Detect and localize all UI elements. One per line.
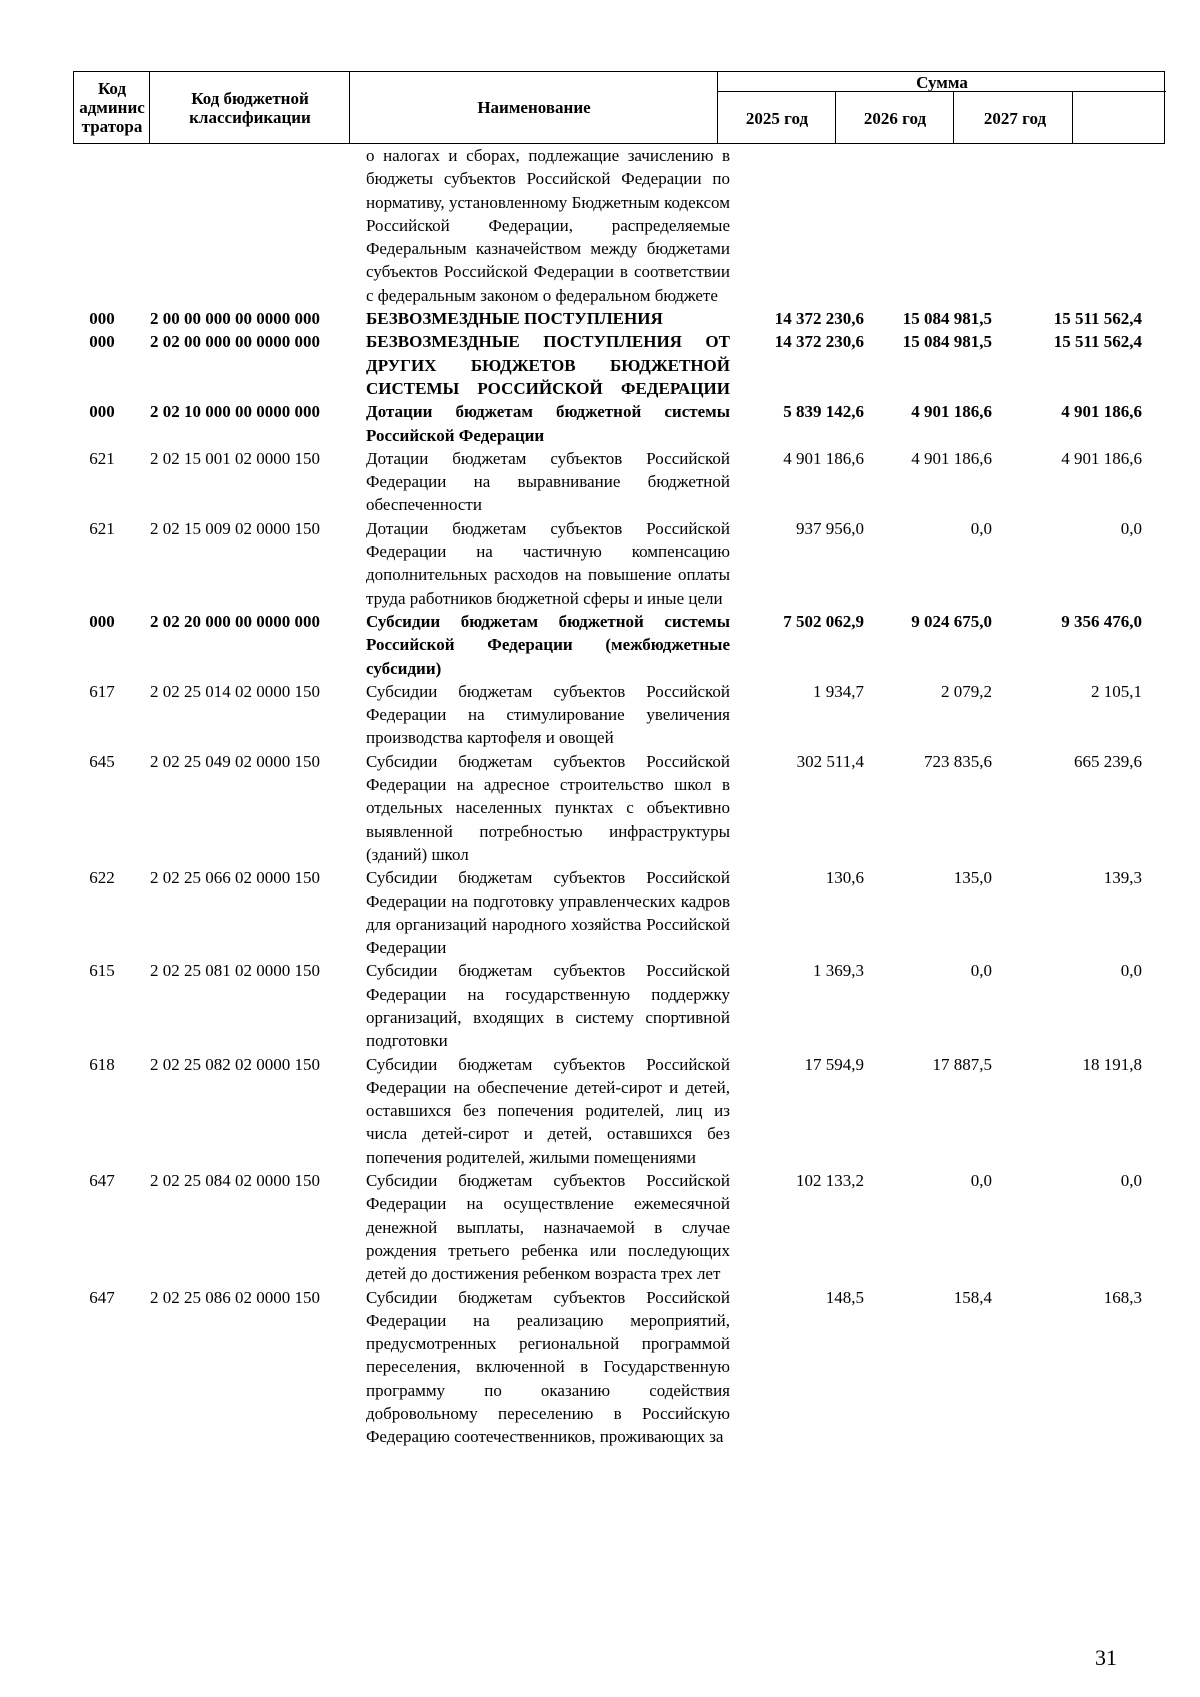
table-row xyxy=(58,680,1165,750)
amount-2025: 14 372 230,6 xyxy=(774,309,864,329)
amount-2025: 7 502 062,9 xyxy=(783,611,864,631)
amount-2025: 17 594,9 xyxy=(804,1054,864,1074)
amount-2026: 0,0 xyxy=(970,961,992,981)
header-divider xyxy=(717,91,1166,92)
table-row xyxy=(58,400,1165,447)
amount-2026: 9 024 675,0 xyxy=(911,611,992,631)
amount-2026: 723 835,6 xyxy=(924,751,992,771)
admin-code: 645 xyxy=(89,751,115,771)
amount-2026: 0,0 xyxy=(970,1171,992,1191)
amount-2027: 4 901 186,6 xyxy=(1061,402,1142,422)
budget-code: 2 02 25 049 02 0000 150 xyxy=(150,751,320,771)
amount-2025: 4 901 186,6 xyxy=(783,448,864,468)
header-name: Наименование xyxy=(477,98,591,117)
item-name: БЕЗВОЗМЕЗДНЫЕ ПОСТУПЛЕНИЯ ОТ ДРУГИХ БЮДЖЕТОВ БЮДЖЕТНОЙ СИСТЕМЫ РОССИЙСКОЙ ФЕДЕРАЦИИ xyxy=(366,332,730,398)
admin-code: 000 xyxy=(89,309,115,329)
amount-2027: 0,0 xyxy=(1120,1171,1142,1191)
amount-2025: 102 133,2 xyxy=(796,1171,864,1191)
amount-2027: 4 901 186,6 xyxy=(1061,448,1142,468)
amount-2025: 1 369,3 xyxy=(813,961,864,981)
table-row xyxy=(58,1286,1165,1449)
amount-2026: 17 887,5 xyxy=(932,1054,992,1074)
amount-2026: 135,0 xyxy=(953,868,992,888)
table-row xyxy=(58,959,1165,1052)
amount-2027: 2 105,1 xyxy=(1091,681,1142,701)
budget-table xyxy=(73,71,1165,1449)
item-name: Субсидии бюджетам бюджетной системы Российской Федерации (межбюджетные субсидии) xyxy=(366,611,730,678)
admin-code: 000 xyxy=(89,402,115,422)
amount-2027: 15 511 562,4 xyxy=(1053,309,1142,329)
budget-code: 2 02 25 084 02 0000 150 xyxy=(150,1171,320,1191)
admin-code: 622 xyxy=(89,868,115,888)
continuation-text: о налогах и сборах, подлежащие зачислению в бюджеты субъектов Российской Федерации по нормативу, установленному Бюджетным кодексом Российской Федерации, распределяемые Федеральным казначейством между бюджетами субъектов Российской Федерации в соответствии с федеральным законом о федеральном бюджете xyxy=(366,146,730,305)
admin-code: 000 xyxy=(89,332,115,352)
item-name: Субсидии бюджетам субъектов Российской Федерации на обеспечение детей-сирот и детей, оставшихся без попечения родителей, лиц из числа детей-сирот и детей, оставшихся без попечения родителей, жилыми помещениями xyxy=(366,1054,730,1167)
table-row xyxy=(58,447,1165,517)
amount-2027: 665 239,6 xyxy=(1074,751,1142,771)
budget-code: 2 02 15 009 02 0000 150 xyxy=(150,518,320,538)
header-divider xyxy=(953,92,954,143)
header-budget-code: Код бюджетной классификации xyxy=(189,88,311,127)
amount-2026: 2 079,2 xyxy=(941,681,992,701)
table-header xyxy=(73,71,1165,144)
header-admin-code: Код админис тратора xyxy=(79,79,145,136)
item-name: Субсидии бюджетам субъектов Российской Федерации на государственную поддержку организаций, входящих в систему спортивной подготовки xyxy=(366,961,730,1051)
amount-2027: 168,3 xyxy=(1103,1287,1142,1307)
admin-code: 615 xyxy=(89,961,115,981)
item-name: Дотации бюджетам субъектов Российской Федерации на частичную компенсацию дополнительных расходов на повышение оплаты труда работников бюджетной сферы и иные цели xyxy=(366,518,730,608)
table-row xyxy=(58,330,1165,400)
budget-code: 2 02 25 081 02 0000 150 xyxy=(150,961,320,981)
header-divider xyxy=(149,72,150,143)
table-row xyxy=(58,307,1165,330)
header-sum: Сумма xyxy=(916,72,968,92)
amount-2026: 158,4 xyxy=(953,1287,992,1307)
admin-code: 618 xyxy=(89,1054,115,1074)
table-row xyxy=(58,866,1165,959)
table-row xyxy=(58,1169,1165,1285)
amount-2027: 0,0 xyxy=(1120,518,1142,538)
budget-code: 2 02 25 014 02 0000 150 xyxy=(150,681,320,701)
table-row xyxy=(58,1053,1165,1169)
page-number: 31 xyxy=(1095,1645,1117,1670)
budget-code: 2 00 00 000 00 0000 000 xyxy=(150,309,320,329)
amount-2025: 302 511,4 xyxy=(796,751,864,771)
amount-2027: 15 511 562,4 xyxy=(1053,332,1142,352)
table-row xyxy=(58,517,1165,610)
admin-code: 000 xyxy=(89,611,115,631)
budget-code: 2 02 10 000 00 0000 000 xyxy=(150,402,320,422)
amount-2026: 0,0 xyxy=(970,518,992,538)
budget-code: 2 02 00 000 00 0000 000 xyxy=(150,332,320,352)
amount-2027: 0,0 xyxy=(1120,961,1142,981)
header-year-2027: 2027 год xyxy=(983,109,1047,128)
amount-2025: 130,6 xyxy=(825,868,864,888)
budget-code: 2 02 25 082 02 0000 150 xyxy=(150,1054,320,1074)
table-row xyxy=(58,750,1165,866)
amount-2026: 15 084 981,5 xyxy=(902,332,992,352)
header-divider xyxy=(1072,92,1073,143)
admin-code: 617 xyxy=(89,681,115,701)
item-name: Субсидии бюджетам субъектов Российской Федерации на стимулирование увеличения производства картофеля и овощей xyxy=(366,681,730,748)
item-name: Субсидии бюджетам субъектов Российской Федерации на осуществление ежемесячной денежной выплаты, назначаемой в случае рождения третьего ребенка или последующих детей до достижения ребенком возраста трех лет xyxy=(366,1171,730,1284)
header-divider xyxy=(835,92,836,143)
amount-2025: 1 934,7 xyxy=(813,681,864,701)
header-divider xyxy=(717,72,718,143)
amount-2025: 5 839 142,6 xyxy=(783,402,864,422)
table-row xyxy=(58,144,1165,307)
amount-2025: 148,5 xyxy=(825,1287,864,1307)
amount-2026: 4 901 186,6 xyxy=(911,448,992,468)
budget-code: 2 02 25 066 02 0000 150 xyxy=(150,868,320,888)
admin-code: 647 xyxy=(89,1287,115,1307)
amount-2027: 18 191,8 xyxy=(1082,1054,1142,1074)
item-name: Субсидии бюджетам субъектов Российской Федерации на адресное строительство школ в отдельных населенных пунктах с объективно выявленной потребностью инфраструктуры (зданий) школ xyxy=(366,751,730,864)
amount-2027: 139,3 xyxy=(1103,868,1142,888)
admin-code: 647 xyxy=(89,1171,115,1191)
budget-code: 2 02 25 086 02 0000 150 xyxy=(150,1287,320,1307)
amount-2025: 14 372 230,6 xyxy=(774,332,864,352)
amount-2027: 9 356 476,0 xyxy=(1061,611,1142,631)
budget-code: 2 02 20 000 00 0000 000 xyxy=(150,611,320,631)
amount-2026: 15 084 981,5 xyxy=(902,309,992,329)
item-name: Субсидии бюджетам субъектов Российской Федерации на реализацию мероприятий, предусмотренных региональной программой переселения, включенной в Государственную программу по оказанию содействия добровольному переселению в Российскую Федерацию соотечественников, проживающих за xyxy=(366,1287,730,1447)
item-name: Дотации бюджетам субъектов Российской Федерации на выравнивание бюджетной обеспеченности xyxy=(366,448,730,515)
budget-code: 2 02 15 001 02 0000 150 xyxy=(150,448,320,468)
item-name: Дотации бюджетам бюджетной системы Российской Федерации xyxy=(366,402,730,445)
admin-code: 621 xyxy=(89,518,115,538)
item-name: БЕЗВОЗМЕЗДНЫЕ ПОСТУПЛЕНИЯ xyxy=(366,309,663,329)
admin-code: 621 xyxy=(89,448,115,468)
header-divider xyxy=(349,72,350,143)
header-year-2025: 2025 год xyxy=(745,109,809,128)
table-row xyxy=(58,610,1165,680)
item-name: Субсидии бюджетам субъектов Российской Федерации на подготовку управленческих кадров для организаций народного хозяйства Российской Федерации xyxy=(366,868,730,958)
amount-2026: 4 901 186,6 xyxy=(911,402,992,422)
amount-2025: 937 956,0 xyxy=(796,518,864,538)
header-year-2026: 2026 год xyxy=(863,109,927,128)
